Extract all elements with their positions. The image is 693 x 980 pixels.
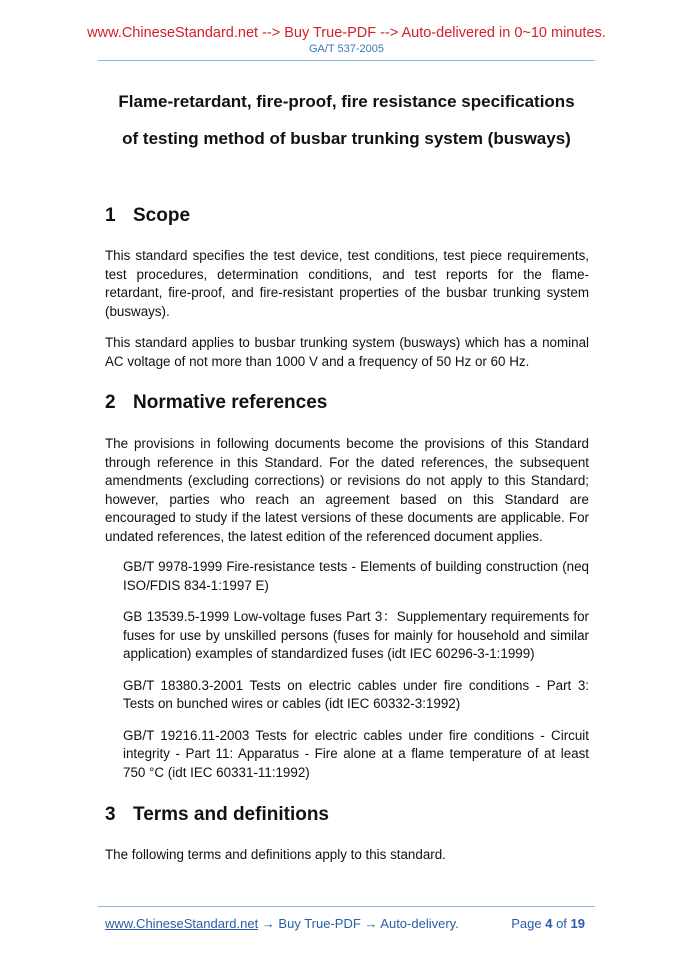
section-number: 2 xyxy=(105,392,116,413)
section-heading-scope xyxy=(105,205,589,227)
section-number: 1 xyxy=(105,205,116,226)
paragraph: The following terms and definitions apply to this standard. xyxy=(105,847,446,862)
page-total: 19 xyxy=(570,916,585,931)
footer-divider xyxy=(98,906,595,907)
section-heading-normative-references xyxy=(105,392,589,414)
footer-text: → Buy True-PDF → Auto-delivery. xyxy=(258,916,459,931)
footer-link[interactable]: www.ChineseStandard.net xyxy=(105,916,259,931)
document-title-line1: Flame-retardant, fire-proof, fire resistance specifications xyxy=(118,92,575,111)
reference-item: GB 13539.5-1999 Low-voltage fuses Part 3：Supplementary requirements for fuses for use by unskilled persons (fuses for mainly for household and similar application) examples of standardized fuses (idt IEC 60296-3-1:1999) xyxy=(123,609,589,661)
page-label: Page xyxy=(511,916,542,931)
reference-item: GB/T 19216.11-2003 Tests for electric cables under fire conditions - Circuit integrity - Part 11: Apparatus - Fire alone at a flame temperature of at least 750 °C (idt IEC 60331-11:1992) xyxy=(123,727,589,780)
document-title-line2: of testing method of busbar trunking system (busways) xyxy=(122,129,571,148)
paragraph: This standard specifies the test device, test conditions, test piece requirements, test procedures, determination conditions, and test reports for the flame-retardant, fire-proof, and fire-resistant properties of the busbar trunking system (busways). xyxy=(105,248,589,319)
header-divider xyxy=(98,60,595,61)
standard-code: GA/T 537-2005 xyxy=(308,43,384,55)
paragraph: This standard applies to busbar trunking system (busways) which has a nominal AC voltage of not more than 1000 V and a frequency of 50 Hz or 60 Hz. xyxy=(105,335,589,369)
section-title: Scope xyxy=(133,205,191,226)
page-indicator xyxy=(511,916,585,931)
document-body xyxy=(105,83,589,865)
reference-item: GB/T 9978-1999 Fire-resistance tests - Elements of building construction (neq ISO/FDIS 834-1:1997 E) xyxy=(123,559,589,593)
of-label: of xyxy=(556,916,567,931)
reference-item: GB/T 18380.3-2001 Tests on electric cables under fire conditions - Part 3: Tests on bunched wires or cables (idt IEC 60332-3:1992) xyxy=(123,677,589,711)
section-number: 3 xyxy=(105,804,116,825)
paragraph: The provisions in following documents become the provisions of this Standard through reference in this Standard. For the dated references, the subsequent amendments (excluding corrections) or revisions do not apply to this Standard; however, parties who reach an agreement based on this Standard are encouraged to study if the latest versions of these documents are applicable. For undated references, the latest edition of the referenced document applies. xyxy=(105,436,589,544)
promo-banner[interactable]: www.ChineseStandard.net --> Buy True-PDF --> Auto-delivered in 0~10 minutes. xyxy=(87,25,606,41)
section-title: Terms and definitions xyxy=(133,804,330,825)
page-number: 4 xyxy=(545,916,553,931)
section-heading-terms-definitions xyxy=(105,804,589,826)
section-title: Normative references xyxy=(133,392,328,413)
footer xyxy=(105,916,585,931)
